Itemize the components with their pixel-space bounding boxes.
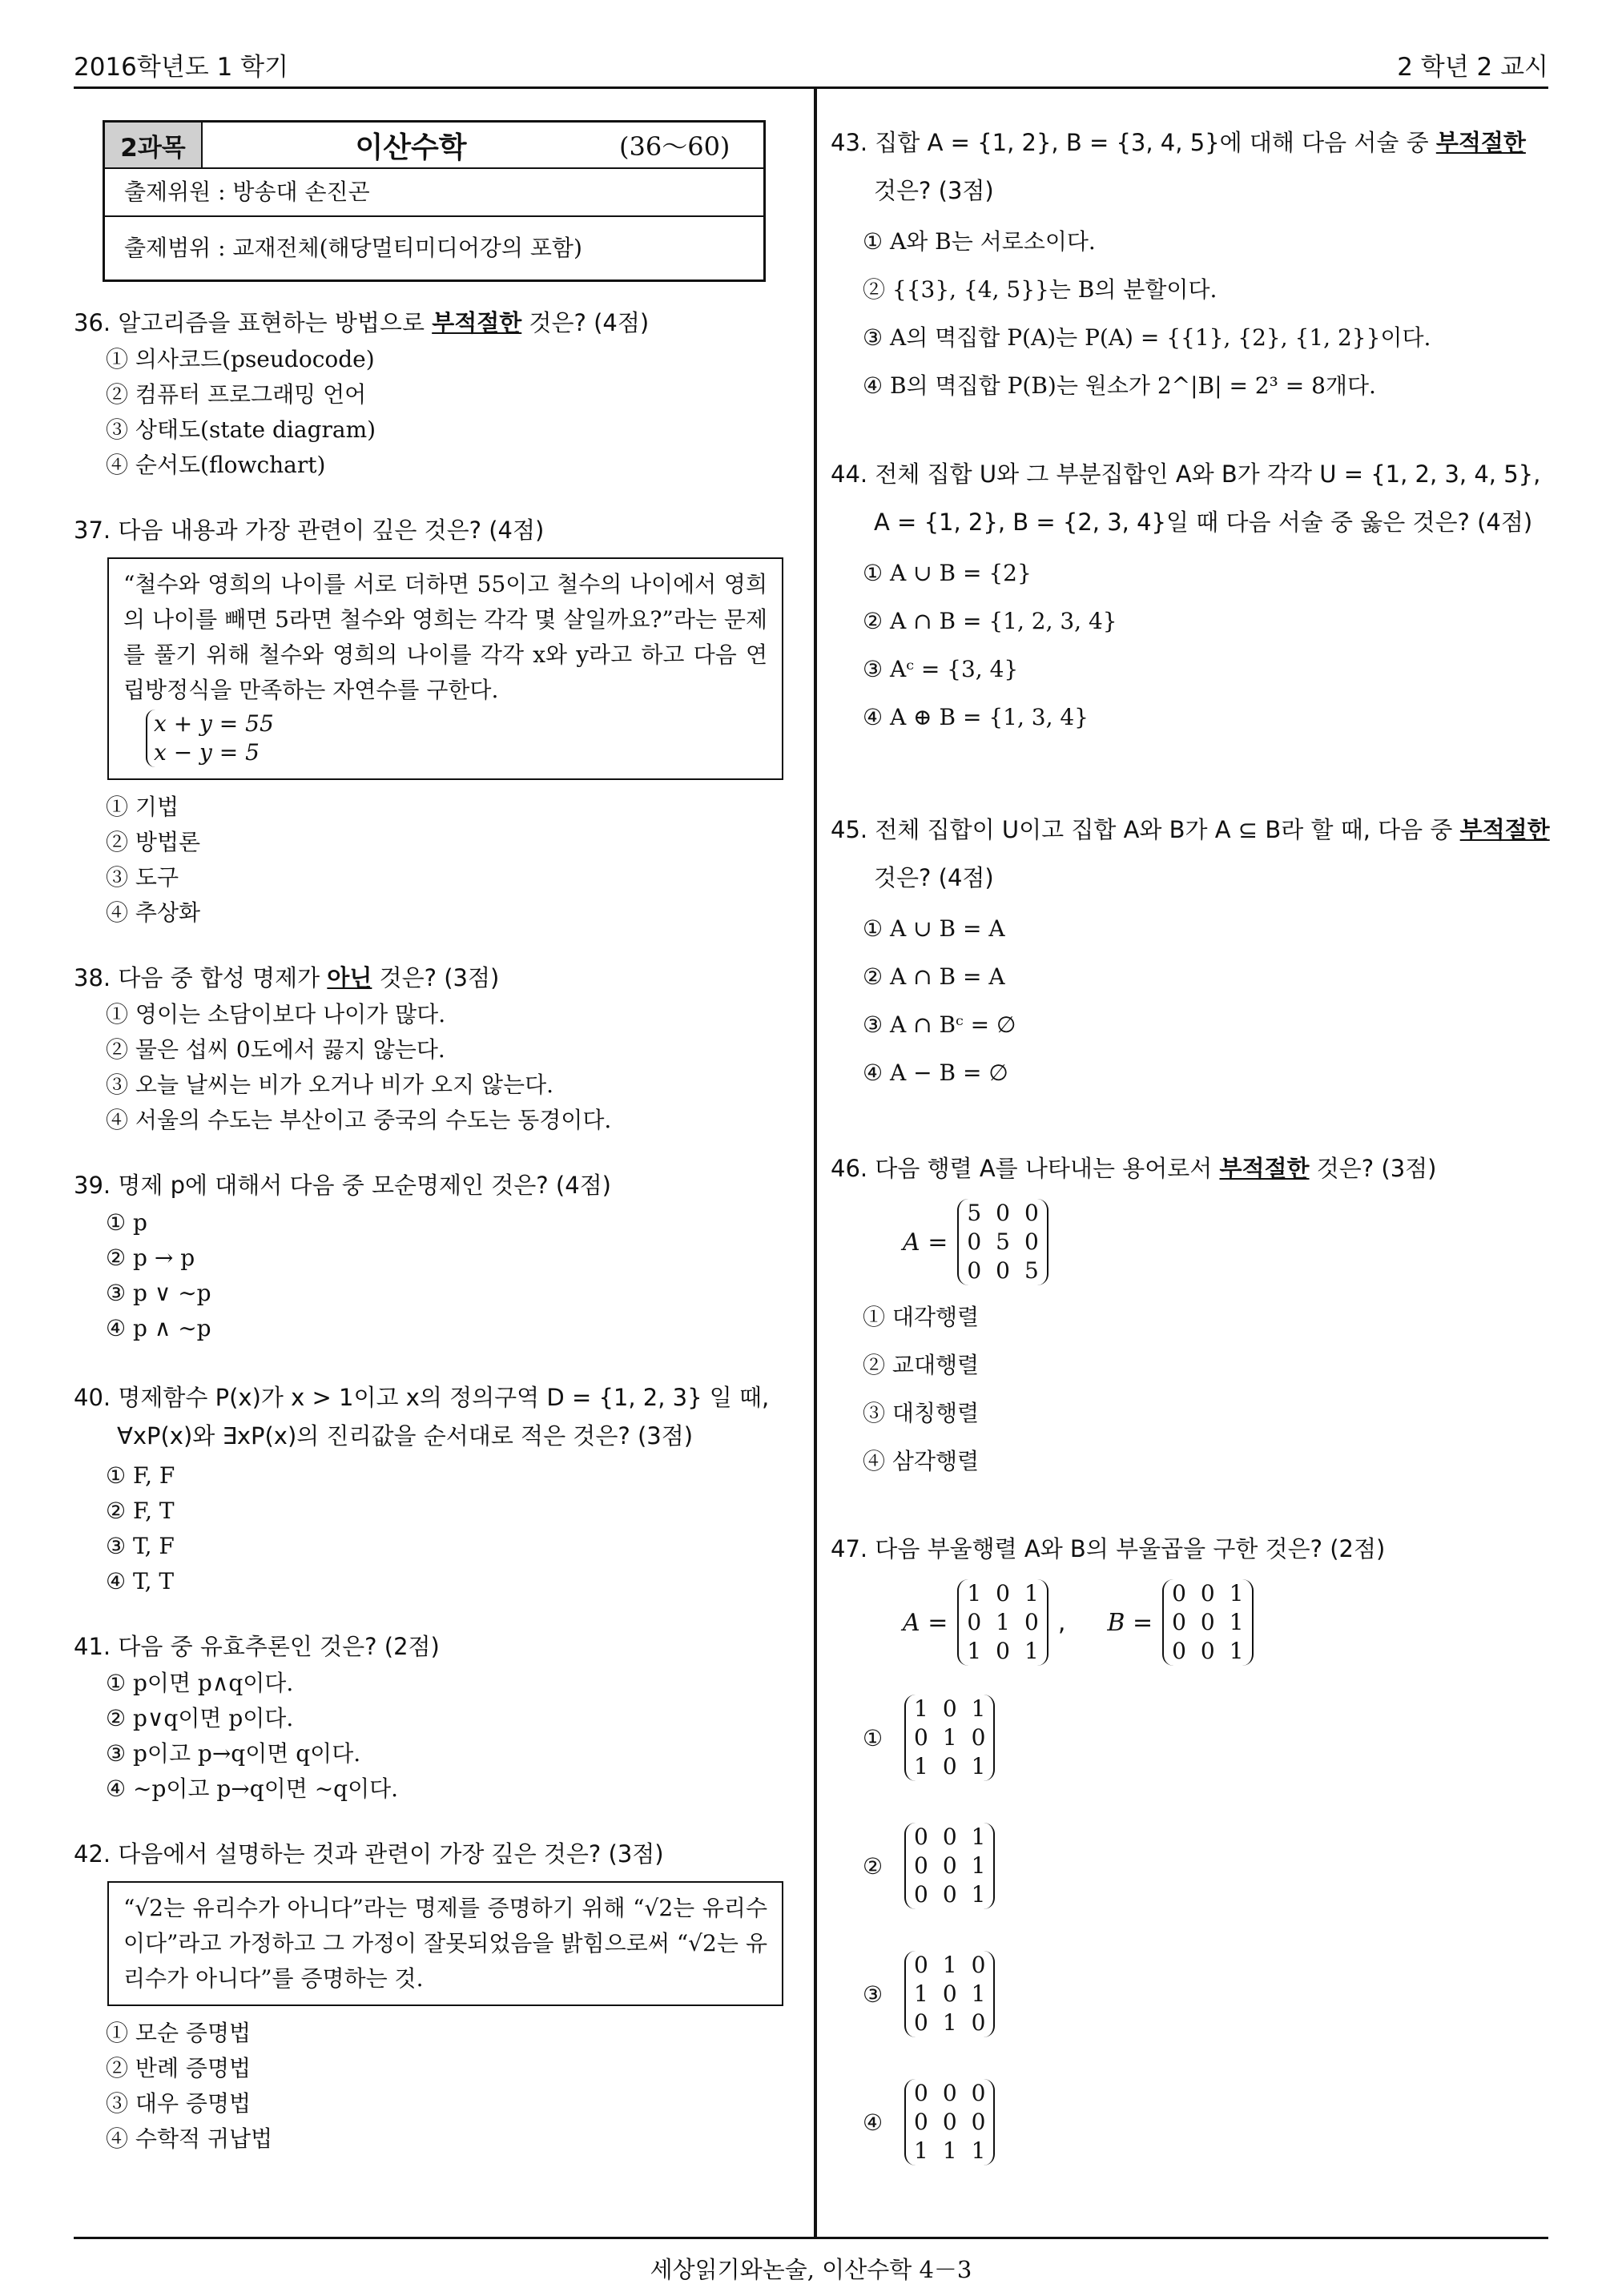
matrix-cell: 0 [1172,1638,1186,1665]
question-44 [831,450,1552,742]
option-1[interactable]: ① A와 B는 서로소이다. [863,228,1096,255]
option-1[interactable]: ① A ∪ B = {2} [863,560,1032,586]
matrix-cell: 0 [942,1980,957,2008]
matrix-cell: 0 [914,2080,928,2107]
question-stem: 36. 알고리즘을 표현하는 방법으로 부적절한 것은? (4점) [74,309,650,336]
option-3[interactable]: ③ p ∨ ∼p [106,1279,211,1306]
options [106,1458,795,1599]
option-4[interactable]: ④ B의 멱집합 P(B)는 원소가 2^|B| = 2³ = 8개다. [863,372,1376,399]
matrix-cell: 0 [942,1881,957,1908]
question-stem: 46. 다음 행렬 A를 나타내는 용어로서 부적절한 것은? (3점) [831,1155,1437,1182]
header-grade-period: 2 학년 2 교시 [1397,53,1548,82]
matrix-cell: 1 [1229,1609,1244,1636]
matrix-definition: A = 1 0 1 0 1 0 1 0 1 , B = 0 0 1 0 0 1 0 0 1 [903,1579,1552,1666]
matrix-cell: 1 [942,2137,957,2165]
matrix-cell: 0 [1172,1609,1186,1636]
options [863,1293,1552,1486]
question-37 [74,515,795,931]
matrix-cell: 1 [942,1952,957,1979]
option-matrix [904,1951,995,2037]
matrix-cell: 0 [1200,1580,1215,1607]
option-1[interactable]: ① F, F [106,1462,175,1489]
question-36 [74,308,795,483]
options [863,218,1552,410]
options [863,905,1552,1097]
matrix-cell: 0 [971,2109,986,2136]
matrix-row [914,2108,985,2137]
matrix-definition: A = 5 0 0 0 5 0 0 0 5 [903,1199,1552,1285]
matrix-cell: 1 [1229,1580,1244,1607]
matrix-cell: 0 [967,1228,982,1256]
option-3[interactable]: ③ 상태도(state diagram) [106,416,376,444]
matrix-cell: 0 [914,1881,928,1908]
matrix-cell: 1 [967,1580,982,1607]
question-42 [74,1839,795,2157]
options [106,1666,795,1807]
matrix-cell: 0 [971,1724,986,1751]
option-4[interactable]: ④ A − B = ∅ [863,1060,1008,1086]
matrix-cell: 0 [1024,1228,1039,1256]
equation-system: x + y = 55 x − y = 5 [146,710,274,767]
matrix-cell: 1 [942,1724,957,1751]
option-2[interactable]: ② 0 0 1 0 0 1 0 0 1 [863,1802,1552,1930]
bottom-rule [74,2237,1548,2239]
matrix-row [967,1637,1038,1666]
matrix-cell: 1 [971,2137,986,2165]
option-4[interactable]: ④ 추상화 [106,899,201,927]
option-2[interactable]: ② 방법론 [106,829,201,856]
option-matrix [904,1823,995,1909]
question-stem: 41. 다음 중 유효추론인 것은? (2점) [74,1632,440,1660]
option-1[interactable]: ① A ∪ B = A [863,915,1005,942]
option-2[interactable]: ② {{3}, {4, 5}}는 B의 분할이다. [863,276,1218,303]
matrix-row [914,1823,985,1852]
matrix-cell: 1 [914,2137,928,2165]
matrix-row [914,1980,985,2008]
top-rule [74,86,1548,89]
question-stem: 47. 다음 부울행렬 A와 B의 부울곱을 구한 것은? (2점) [831,1535,1386,1563]
question-stem: 42. 다음에서 설명하는 것과 관련이 가장 깊은 것은? (3점) [74,1840,664,1868]
question-38 [74,963,795,1138]
option-3[interactable]: ③ 도구 [106,864,179,891]
matrix-cell: 0 [996,1257,1010,1285]
matrix-row [914,1880,985,1909]
matrix-row [914,2079,985,2108]
option-1[interactable]: ① 모순 증명법 [106,2019,252,2046]
option-1[interactable]: ① 대각행렬 [863,1304,980,1331]
matrix-row [914,1951,985,1980]
question-43 [831,119,1552,410]
option-2[interactable]: ② A ∩ B = {1, 2, 3, 4} [863,608,1117,634]
question-stem: 44. 전체 집합 U와 그 부분집합인 A와 B가 각각 U = {1, 2, 3, 4, 5}, A = {1, 2}, B = {2, 3, 4}일 때 다음 서술 중 옳은 것은? (4점) [831,460,1541,536]
matrix-cell: 1 [1229,1638,1244,1665]
option-3[interactable]: ③ Aᶜ = {3, 4} [863,656,1019,682]
option-2[interactable]: ② 반례 증명법 [106,2054,252,2081]
matrix-cell: 0 [1024,1200,1039,1227]
option-3[interactable]: ③ 오늘 날씨는 비가 오거나 비가 오지 않는다. [106,1072,554,1099]
matrix-cell: 0 [971,2080,986,2107]
passage-text: “√2는 유리수가 아니다”라는 명제를 증명하기 위해 “√2는 유리수이다”라고 가정하고 그 가정이 잘못되었음을 밝힘으로써 “√2는 유리수가 아니다”를 증명하는 것. [123,1894,767,1992]
option-4[interactable]: ④ 0 0 0 0 0 0 1 1 1 [863,2058,1552,2186]
option-4[interactable]: ④ A ⊕ B = {1, 3, 4} [863,704,1089,730]
matrix-cell: 0 [996,1580,1010,1607]
passage-box [107,557,783,780]
matrix-cell: 1 [942,2009,957,2037]
matrix-cell: 0 [967,1609,982,1636]
option-4[interactable]: ④ T, T [106,1567,175,1594]
matrix-row [914,1852,985,1880]
matrix-cell: 0 [1172,1580,1186,1607]
matrix-cell: 0 [996,1638,1010,1665]
matrix-row [967,1228,1038,1257]
matrix-row [914,2008,985,2037]
option-4[interactable]: ④ 삼각행렬 [863,1448,980,1475]
option-3[interactable]: ③ 대우 증명법 [106,2089,252,2117]
passage-box [107,1881,783,2006]
subject-box [103,120,766,282]
matrix-cell: 0 [914,2009,928,2037]
matrix-row [1172,1608,1243,1637]
matrix-cell: 0 [971,1952,986,1979]
subject-examiner: 출제위원 : 방송대 손진곤 [105,169,763,217]
option-2[interactable]: ② p → p [106,1244,195,1271]
matrix-cell: 0 [967,1257,982,1285]
question-stem: 45. 전체 집합이 U이고 집합 A와 B가 A ⊆ B라 할 때, 다음 중 부적절한 것은? (4점) [831,816,1550,891]
option-3[interactable]: ③ T, F [106,1532,175,1559]
matrix-cell: 0 [1200,1609,1215,1636]
question-41 [74,1631,795,1807]
matrix-cell: 1 [1024,1580,1039,1607]
right-column [831,119,1552,2186]
matrix-cell: 1 [971,1881,986,1908]
matrix-cell: 5 [1024,1257,1039,1285]
option-2[interactable]: ② F, T [106,1497,175,1524]
question-46 [831,1153,1552,1486]
question-45 [831,806,1552,1097]
matrix-cell: 1 [971,1753,986,1780]
option-2[interactable]: ② 물은 섭씨 0도에서 끓지 않는다. [106,1036,445,1064]
matrix-cell: 1 [1024,1638,1039,1665]
matrix-cell: 0 [942,1852,957,1880]
subject-code: 2과목 [105,123,203,167]
option-3[interactable]: ③ p이고 p→q이면 q이다. [106,1739,361,1767]
matrix-row [967,1257,1038,1285]
passage-text: “철수와 영희의 나이를 서로 더하면 55이고 철수의 나이에서 영희의 나이를 빼면 5라면 철수와 영희는 각각 몇 살일까요?”라는 문제를 풀기 위해 철수와 영희의 나이를 각각 x와 y라고 하고 다음 연립방정식을 만족하는 자연수를 구한다. [123,571,767,704]
matrix-row [1172,1579,1243,1608]
option-matrix [904,2079,995,2165]
option-2[interactable]: ② A ∩ B = A [863,963,1005,990]
option-2[interactable]: ② 교대행렬 [863,1352,980,1379]
option-1[interactable]: ① p [106,1208,147,1236]
options [106,997,795,1138]
subject-name: 이산수학 [355,130,467,164]
options [106,342,795,483]
option-1[interactable]: ① 영이는 소담이보다 나이가 많다. [106,1001,446,1028]
matrix-cell: 0 [942,1695,957,1723]
question-39 [74,1170,795,1345]
matrix-cell: 1 [914,1753,928,1780]
option-3[interactable]: ③ A ∩ Bᶜ = ∅ [863,1011,1016,1038]
matrix-a [957,1199,1048,1285]
options [106,2016,795,2157]
option-1[interactable]: ① 의사코드(pseudocode) [106,346,375,373]
matrix-row [914,1723,985,1752]
matrix-a [957,1579,1048,1666]
question-stem: 39. 명제 p에 대해서 다음 중 모순명제인 것은? (4점) [74,1172,611,1200]
matrix-cell: 1 [971,1980,986,2008]
option-matrix [904,1695,995,1781]
matrix-cell: 1 [914,1980,928,2008]
option-1[interactable]: ① 기법 [106,794,179,821]
matrix-cell: 1 [971,1852,986,1880]
option-3[interactable]: ③ 0 1 0 1 0 1 0 1 0 [863,1930,1552,2058]
matrix-cell: 0 [914,1852,928,1880]
matrix-cell: 0 [942,2080,957,2107]
subject-scope: 출제범위 : 교재전체(해당멀티미디어강의 포함) [124,235,582,261]
options [863,549,1552,742]
matrix-cell: 0 [996,1200,1010,1227]
matrix-cell: 0 [942,1753,957,1780]
matrix-cell: 0 [942,1824,957,1851]
options [106,790,795,931]
left-column [74,120,795,2157]
question-40 [74,1378,795,1599]
matrix-cell: 0 [942,2109,957,2136]
options [106,1205,795,1346]
option-1[interactable]: ① 1 0 1 0 1 0 1 0 1 [863,1674,1552,1802]
column-divider [814,88,817,2237]
question-stem: 37. 다음 내용과 가장 관련이 깊은 것은? (4점) [74,517,545,545]
matrix-cell: 0 [914,1724,928,1751]
matrix-cell: 5 [996,1228,1010,1256]
question-stem: 43. 집합 A = {1, 2}, B = {3, 4, 5}에 대해 다음 서술 중 부적절한 것은? (3점) [831,129,1526,204]
option-1[interactable]: ① p이면 p∧q이다. [106,1669,294,1696]
matrix-row [967,1579,1038,1608]
option-3[interactable]: ③ A의 멱집합 P(A)는 P(A) = {{1}, {2}, {1, 2}}이다. [863,324,1431,351]
matrix-cell: 0 [914,2109,928,2136]
matrix-row [914,2137,985,2165]
matrix-cell: 0 [914,1952,928,1979]
matrix-cell: 0 [914,1824,928,1851]
option-3[interactable]: ③ 대칭행렬 [863,1400,980,1427]
matrix-cell: 1 [914,1695,928,1723]
matrix-b [1162,1579,1253,1666]
matrix-cell: 1 [996,1609,1010,1636]
option-4[interactable]: ④ 수학적 귀납법 [106,2125,273,2152]
matrix-cell: 0 [971,2009,986,2037]
option-2[interactable]: ② p∨q이면 p이다. [106,1704,294,1731]
matrix-row [967,1608,1038,1637]
matrix-row [967,1199,1038,1228]
option-4[interactable]: ④ 순서도(flowchart) [106,452,326,479]
matrix-cell: 1 [971,1824,986,1851]
matrix-cell: 1 [971,1695,986,1723]
header-semester: 2016학년도 1 학기 [74,53,289,82]
option-4[interactable]: ④ 서울의 수도는 부산이고 중국의 수도는 동경이다. [106,1107,612,1134]
matrix-row [1172,1637,1243,1666]
matrix-cell: 0 [1024,1609,1039,1636]
question-47 [831,1534,1552,2186]
option-4[interactable]: ④ p ∧ ∼p [106,1314,211,1341]
subject-range: (36～60) [619,131,731,162]
matrix-row [914,1752,985,1781]
page-footer: 세상읽기와논술, 이산수학 4－3 [650,2256,972,2283]
question-stem: 40. 명제함수 P(x)가 x > 1이고 x의 정의구역 D = {1, 2, 3} 일 때, ∀xP(x)와 ∃xP(x)의 진리값을 순서대로 적은 것은? (3점) [74,1383,770,1450]
option-2[interactable]: ② 컴퓨터 프로그래밍 언어 [106,381,367,408]
option-4[interactable]: ④ ∼p이고 p→q이면 ∼q이다. [106,1775,399,1802]
matrix-cell: 0 [1200,1638,1215,1665]
matrix-row [914,1695,985,1723]
question-stem: 38. 다음 중 합성 명제가 아닌 것은? (3점) [74,964,500,992]
matrix-cell: 5 [967,1200,982,1227]
matrix-cell: 1 [967,1638,982,1665]
